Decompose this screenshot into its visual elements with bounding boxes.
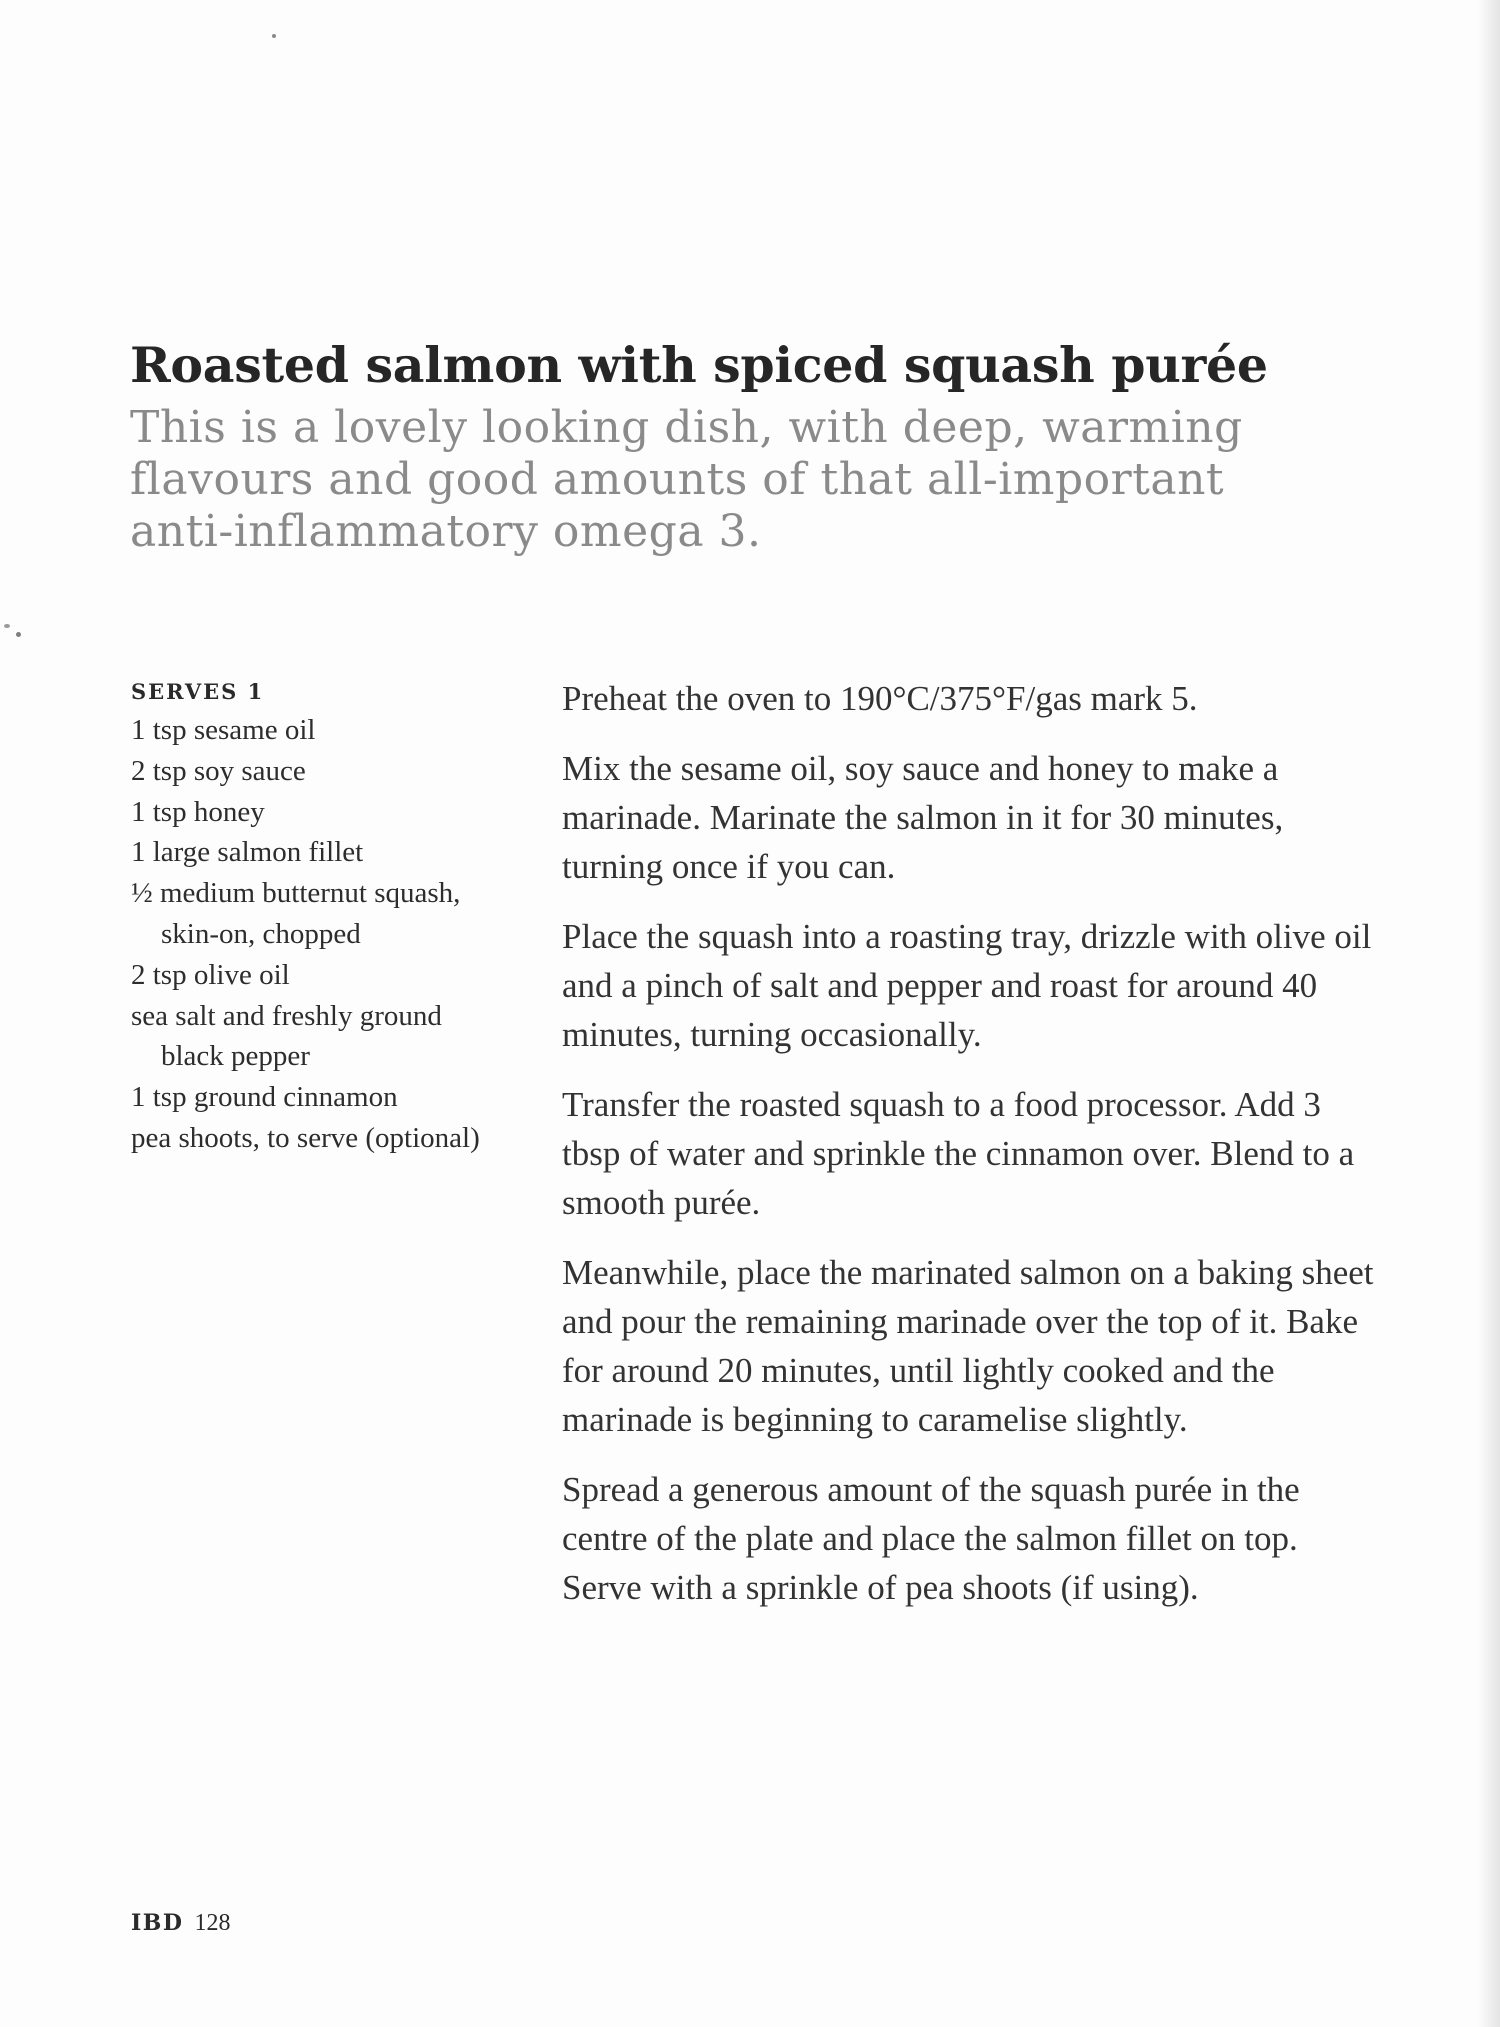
footer-section-label: IBD bbox=[131, 1910, 184, 1936]
page-footer bbox=[131, 1908, 230, 1939]
scan-speck bbox=[16, 632, 21, 637]
method-step: Transfer the roasted squash to a food processor. Add 3 tbsp of water and sprinkle the cinnamon over. Blend to a smooth purée. bbox=[562, 1085, 1355, 1222]
ingredient-item: pea shoots, to serve (optional) bbox=[131, 1121, 480, 1154]
ingredient-item: 2 tsp soy sauce bbox=[131, 754, 306, 787]
method-step: Mix the sesame oil, soy sauce and honey to make a marinade. Marinate the salmon in it for 30 minutes, turning once if you can. bbox=[562, 749, 1284, 886]
ingredients-list bbox=[131, 676, 511, 1159]
footer-page-number: 128 bbox=[194, 1910, 231, 1936]
ingredient-item: sea salt and freshly ground black pepper bbox=[131, 999, 442, 1073]
ingredient-item: 1 tsp honey bbox=[131, 795, 265, 828]
method-step: Place the squash into a roasting tray, drizzle with olive oil and a pinch of salt and pepper and roast for around 40 minutes, turning occasionally. bbox=[562, 917, 1372, 1054]
recipe-title: Roasted salmon with spiced squash purée bbox=[130, 336, 1268, 394]
ingredient-item: 1 tsp sesame oil bbox=[131, 714, 316, 746]
ingredient-item: 1 tsp ground cinnamon bbox=[131, 1081, 398, 1114]
scan-speck bbox=[272, 34, 276, 38]
ingredient-item: ½ medium butternut squash, skin-on, chopped bbox=[131, 877, 461, 950]
recipe-intro: This is a lovely looking dish, with deep, warming flavours and good amounts of that all-important anti-inflammatory omega 3. bbox=[130, 402, 1243, 557]
ingredient-item: 2 tsp olive oil bbox=[131, 958, 290, 991]
method-step: Spread a generous amount of the squash purée in the centre of the plate and place the salmon fillet on top. Serve with a sprinkle of pea shoots (if using). bbox=[562, 1470, 1300, 1607]
ingredient-item: 1 large salmon fillet bbox=[131, 836, 364, 869]
page-edge-shadow bbox=[1478, 0, 1500, 2027]
method-steps bbox=[562, 674, 1382, 1633]
serves-label: SERVES 1 bbox=[131, 679, 265, 704]
method-step: Meanwhile, place the marinated salmon on a baking sheet and pour the remaining marinade over the top of it. Bake for around 20 minutes, until lightly cooked and the marinade is beginning to caramelise slightly. bbox=[562, 1253, 1374, 1439]
scan-speck bbox=[4, 624, 10, 628]
method-step: Preheat the oven to 190°C/375°F/gas mark 5. bbox=[562, 679, 1198, 718]
